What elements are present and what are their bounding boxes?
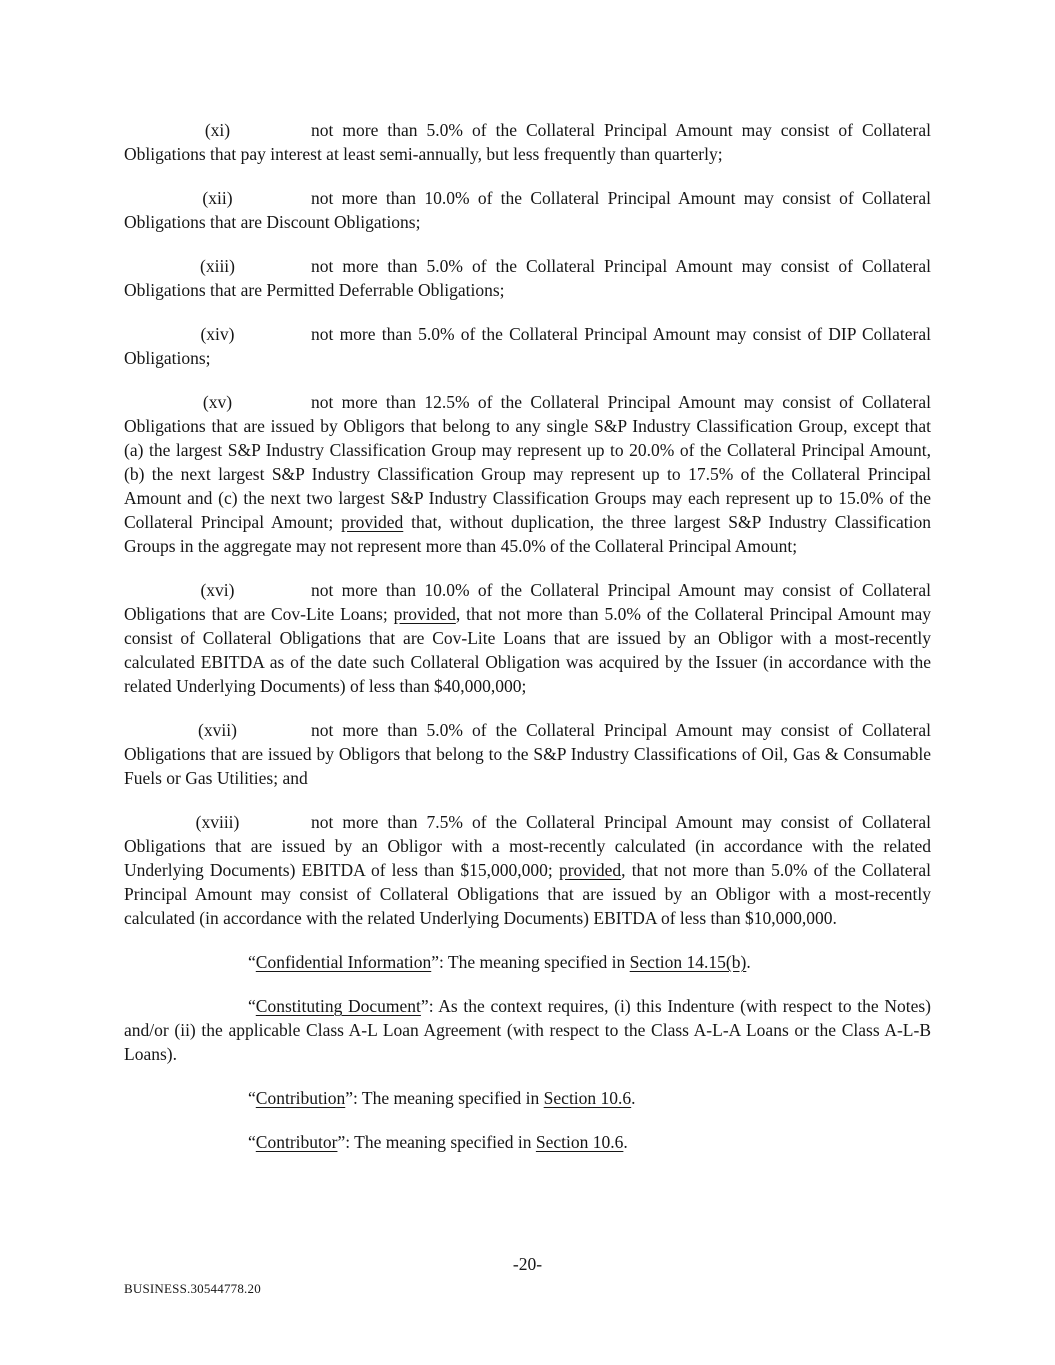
clause-number: (xvi) [200, 580, 235, 600]
text-segment: not more than 5.0% of the Collateral Principal Amount may consist of Collateral Obligations that are Permitted Deferrable Obligations; [124, 256, 931, 300]
clause-number: (xii) [202, 188, 233, 208]
text-segment: not more than 10.0% of the Collateral Principal Amount may consist of Collateral Obligations that are Cov-Lite Loans; [124, 580, 931, 624]
clause-paragraph [124, 578, 931, 698]
text-segment: , that not more than 5.0% of the Collateral Principal Amount may consist of Collateral Obligations that are issued by an Obligor with a most-recently calculated (in accordance with the related Underlying Documents) EBITDA of less than $10,000,000. [124, 860, 931, 928]
clause-paragraph [124, 810, 931, 930]
clause-number: (xv) [202, 392, 233, 412]
text-segment: , that not more than 5.0% of the Collateral Principal Amount may consist of Collateral Obligations that are Cov-Lite Loans that are issued by an Obligor with a most-recently calculated EBITDA as of the date such Collateral Obligation was acquired by the Issuer (in accordance with the related Underlying Documents) of less than $40,000,000; [124, 604, 932, 696]
text-segment: that, without duplication, the three largest S&P Industry Classification Groups in the aggregate may not represent more than 45.0% of the Collateral Principal Amount; [124, 512, 931, 556]
page-number: -20- [512, 1254, 543, 1274]
clause-paragraph [124, 186, 931, 234]
underlined-term: provided [558, 860, 622, 880]
underlined-term: Contribution [255, 1088, 346, 1108]
text-segment: ”: The meaning specified in [345, 1088, 544, 1108]
clause-paragraph [124, 118, 931, 166]
clause-number: (xi) [204, 120, 231, 140]
text-segment: “ [248, 1088, 256, 1108]
text-segment: not more than 12.5% of the Collateral Principal Amount may consist of Collateral Obligations that are issued by Obligors that belong to any single S&P Industry Classification Group, except that (a) the largest S&P Industry Classification Group may represent up to 20.0% of the Collateral Principal Amount, (b) the next largest S&P Industry Classification Group may represent up to 17.5% of the Collateral Principal Amount and (c) the next two largest S&P Industry Classification Groups may each represent up to 15.0% of the Collateral Principal Amount; [124, 392, 931, 532]
clause-paragraph [124, 390, 931, 558]
text-segment: ”: As the context requires, (i) this Indenture (with respect to the Notes) and/or (ii) the applicable Class A-L Loan Agreement (with respect to the Class A-L-A Loans or the Class A-L-B Loans). [124, 996, 931, 1064]
text-segment: not more than 10.0% of the Collateral Principal Amount may consist of Collateral Obligations that are Discount Obligations; [124, 188, 931, 232]
underlined-term: Confidential Information [255, 952, 432, 972]
text-segment: . [623, 1132, 628, 1152]
document-body [124, 118, 931, 1174]
underlined-term: Contributor [255, 1132, 338, 1152]
text-segment: not more than 5.0% of the Collateral Principal Amount may consist of Collateral Obligations that pay interest at least semi-annually, but less frequently than quarterly; [124, 120, 931, 164]
text-segment: ”: The meaning specified in [431, 952, 630, 972]
underlined-term: Section 14.15(b) [629, 952, 747, 972]
underlined-term: Section 10.6 [543, 1088, 632, 1108]
clause-number: (xviii) [195, 812, 240, 832]
underlined-term: Section 10.6 [535, 1132, 624, 1152]
clause-paragraph [124, 718, 931, 790]
underlined-term: provided [341, 512, 404, 532]
text-segment: not more than 5.0% of the Collateral Principal Amount may consist of DIP Collateral Obligations; [124, 324, 931, 368]
text-segment: “ [248, 996, 256, 1016]
underlined-term: provided [393, 604, 456, 624]
document-id-footer: BUSINESS.30544778.20 [124, 1281, 261, 1296]
text-segment: . [631, 1088, 636, 1108]
text-segment: not more than 5.0% of the Collateral Principal Amount may consist of Collateral Obligations that are issued by Obligors that belong to the S&P Industry Classifications of Oil, Gas & Consumable Fuels or Gas Utilities; and [124, 720, 931, 788]
clause-number: (xvii) [198, 720, 237, 740]
clause-paragraph [124, 322, 931, 370]
underlined-term: Constituting Document [255, 996, 421, 1016]
definition-paragraph [124, 994, 931, 1066]
clause-number: (xiii) [200, 256, 235, 276]
text-segment: “ [248, 1132, 256, 1152]
text-segment: “ [248, 952, 256, 972]
text-segment: . [746, 952, 751, 972]
definition-paragraph [124, 950, 931, 974]
definition-paragraph [124, 1086, 931, 1110]
clause-number: (xiv) [200, 324, 235, 344]
clause-paragraph [124, 254, 931, 302]
text-segment: not more than 7.5% of the Collateral Principal Amount may consist of Collateral Obligations that are issued by an Obligor with a most-recently calculated (in accordance with the related Underlying Documents) EBITDA of less than $15,000,000; [124, 812, 931, 880]
text-segment: ”: The meaning specified in [337, 1132, 536, 1152]
definition-paragraph [124, 1130, 931, 1154]
